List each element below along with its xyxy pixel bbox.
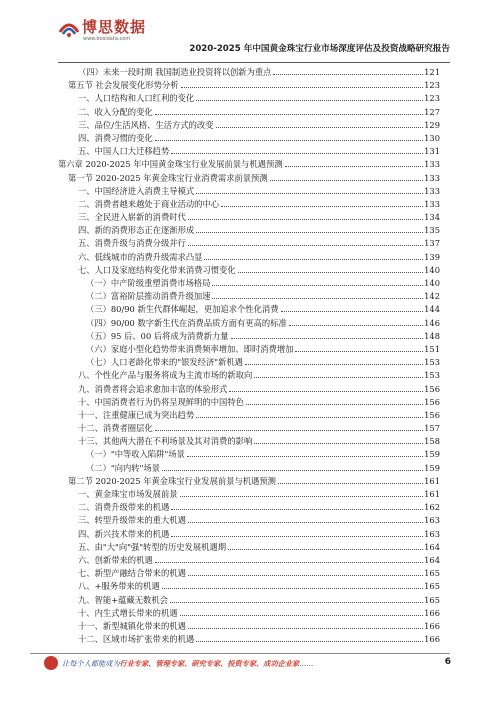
toc-entry[interactable] [58, 145, 440, 158]
toc-entry-page: 121 [424, 67, 440, 77]
toc-entry-title: 二、消费升级带来的机遇 [78, 502, 170, 513]
toc-entry-page: 133 [424, 198, 440, 209]
toc-entry[interactable] [58, 290, 440, 303]
toc-leader-dots [162, 588, 424, 589]
toc-entry-title: 七、新型产融结合带来的机遇 [78, 568, 186, 579]
toc-entry-page: 157 [424, 423, 440, 434]
toc-entry-title: 五、中国人口大迁移趋势 [78, 146, 170, 157]
toc-entry-title: （三）80/90 新生代群体崛起，更加追求个性化消费 [86, 304, 279, 315]
toc-entry-title: （二）"向内转"场景 [86, 462, 161, 473]
toc-entry-page: 156 [424, 396, 440, 407]
toc-leader-dots [155, 114, 423, 115]
toc-entry[interactable] [58, 198, 440, 211]
footer-lead: 让每个人都能成为 [62, 659, 120, 668]
toc-entry-title: （一）"中等收入陷阱"场景 [86, 449, 185, 460]
toc-entry-page: 158 [424, 436, 440, 447]
toc-leader-dots [254, 443, 423, 444]
toc-leader-dots [155, 562, 423, 563]
toc-entry-title: （二）富裕阶层推动消费升级加速 [86, 291, 211, 302]
toc-entry-page: 163 [424, 515, 440, 526]
toc-entry[interactable] [58, 541, 440, 554]
toc-entry-page: 165 [424, 581, 440, 592]
toc-entry-title: 一、中国经济进入消费主导模式 [78, 185, 195, 196]
toc-entry-title: 第五节 社会发展变化形势分析 [68, 80, 179, 91]
footer-logo-icon [44, 656, 58, 670]
toc-entry[interactable] [58, 448, 440, 461]
toc-entry-title: 九、智能+蕴藏无数机会 [78, 594, 168, 605]
toc-leader-dots [245, 364, 423, 365]
toc-leader-dots [180, 615, 424, 616]
toc-entry-title: 三、转型升级带来的重大机遇 [78, 515, 186, 526]
toc-entry-page: 144 [424, 304, 440, 315]
toc-leader-dots [254, 377, 423, 378]
toc-entry[interactable] [58, 66, 440, 79]
toc-entry-title: 十三、其他两大潜在不利场景及其对消费的影响 [78, 436, 253, 447]
toc-leader-dots [273, 74, 423, 75]
toc-entry[interactable] [58, 369, 440, 382]
toc-entry[interactable] [58, 409, 440, 422]
toc-entry-page: 163 [424, 528, 440, 539]
toc-leader-dots [204, 259, 423, 260]
toc-entry-title: 十一、注重健康已成为突出趋势 [78, 409, 195, 420]
toc-leader-dots [188, 522, 423, 523]
toc-entry-title: 第六章 2020-2025 年中国黄金珠宝行业发展前景与机遇预测 [58, 159, 283, 170]
toc-entry[interactable] [58, 435, 440, 448]
toc-leader-dots [221, 206, 423, 207]
toc-leader-dots [228, 549, 423, 550]
toc-entry-title: （七）人口老龄化带来的"银发经济"新机遇 [86, 357, 243, 368]
toc-entry-page: 161 [424, 489, 440, 499]
toc-leader-dots [187, 456, 423, 457]
toc-entry[interactable] [58, 158, 440, 171]
toc-entry-page: 165 [424, 568, 440, 579]
toc-entry-title: 四、新的消费形态正在逐渐形成 [78, 225, 195, 236]
toc-entry-title: 七、人口及家庭结构变化带来消费习惯变化 [78, 264, 236, 275]
logo-text: 博思数据 [82, 18, 147, 36]
toc-entry[interactable] [58, 501, 440, 514]
toc-entry[interactable] [58, 580, 440, 593]
toc-entry-title: 第二节 2020-2025 年黄金珠宝行业发展前景与机遇预测 [68, 475, 276, 486]
toc-entry-page: 162 [424, 502, 440, 513]
toc-entry[interactable] [58, 79, 440, 92]
toc-entry[interactable] [58, 119, 440, 132]
toc-leader-dots [188, 245, 423, 246]
toc-leader-dots [295, 351, 423, 352]
footer-roles: 行业专家、管理专家、研究专家、投资专家、成功企业家 [119, 659, 300, 668]
toc-entry[interactable] [58, 211, 440, 224]
toc-entry[interactable] [58, 92, 440, 105]
toc-leader-dots [238, 272, 424, 273]
toc-entry-title: （四）90/00 数字新生代在消费品质方面有更高的标准 [86, 317, 287, 328]
toc-entry-page: 123 [424, 80, 440, 91]
toc-entry-page: 165 [424, 594, 440, 605]
toc-entry[interactable] [58, 251, 440, 264]
footer-divider [30, 653, 450, 654]
toc-leader-dots [196, 232, 423, 233]
toc-entry[interactable] [58, 633, 440, 646]
toc-entry-page: 166 [424, 620, 440, 631]
toc-entry-page: 151 [424, 343, 440, 354]
toc-entry[interactable] [58, 488, 440, 501]
toc-entry[interactable] [58, 343, 440, 356]
toc-leader-dots [196, 417, 423, 418]
toc-entry-title: 五、由"大"向"强"转型的历史发展机遇期 [78, 541, 227, 552]
toc-leader-dots [171, 153, 423, 154]
toc-entry-title: 八、个性化产品与服务将成为主流市场的新取向 [78, 370, 253, 381]
toc-entry-title: 六、创新带来的机遇 [78, 554, 153, 565]
header-divider [58, 62, 450, 63]
toc-entry-page: 137 [424, 238, 440, 249]
toc-entry-page: 123 [424, 93, 440, 104]
toc-entry[interactable] [58, 594, 440, 607]
toc-leader-dots [216, 127, 424, 128]
toc-entry[interactable] [58, 620, 440, 633]
toc-entry-title: 十二、区域市场扩张带来的机遇 [78, 634, 195, 645]
toc-leader-dots [196, 193, 423, 194]
toc-entry-page: 130 [424, 132, 440, 143]
toc-leader-dots [278, 483, 423, 484]
toc-entry-title: 四、新兴技术带来的机遇 [78, 528, 170, 539]
toc-entry-title: （五）95 后、00 后将成为消费新力量 [86, 330, 229, 341]
toc-entry-page: 134 [424, 212, 440, 223]
toc-leader-dots [289, 325, 423, 326]
toc-leader-dots [212, 298, 423, 299]
toc-entry-page: 156 [424, 383, 440, 394]
toc-entry-page: 164 [424, 554, 440, 565]
toc-entry-page: 140 [424, 264, 440, 275]
toc-entry-page: 153 [424, 357, 440, 368]
toc-leader-dots [246, 404, 423, 405]
toc-entry-title: 三、全民进入崭新的消费时代 [78, 212, 186, 223]
toc-entry[interactable] [58, 132, 440, 145]
toc-entry[interactable] [58, 396, 440, 409]
toc-entry-title: 二、消费者越来越处于商业活动的中心 [78, 198, 220, 209]
toc-leader-dots [281, 311, 424, 312]
toc-entry-page: 166 [424, 607, 440, 618]
toc-entry-title: 五、消费升级与消费分级并行 [78, 238, 186, 249]
toc-leader-dots [180, 496, 424, 497]
toc-entry[interactable] [58, 106, 440, 119]
toc-entry-page: 133 [424, 185, 440, 196]
toc-entry-page: 135 [424, 225, 440, 236]
toc-entry-title: （六）家庭小型化趋势带来消费频率增加、即时消费增加 [86, 343, 294, 354]
toc-leader-dots [188, 628, 423, 629]
logo-url: www.bosidata.com [83, 36, 131, 42]
toc-leader-dots [171, 509, 423, 510]
toc-entry-title: 三、品位/生活风格、生活方式的改变 [78, 119, 214, 130]
toc-entry[interactable] [58, 277, 440, 290]
toc-entry[interactable] [58, 224, 440, 237]
toc-entry-title: 十二、消费者圈层化 [78, 423, 153, 434]
toc-entry-page: 140 [424, 278, 440, 288]
logo-icon [58, 16, 80, 38]
toc-entry[interactable] [58, 356, 440, 369]
toc-entry-page: 146 [424, 317, 440, 328]
toc-entry-title: 十、中国消费者行为仍将呈现鲜明的中国特色 [78, 396, 244, 407]
toc-entry[interactable] [58, 237, 440, 250]
toc-leader-dots [188, 219, 423, 220]
toc-entry[interactable] [58, 317, 440, 330]
toc-leader-dots [285, 166, 424, 167]
toc-entry-title: 九、消费者将会追求愈加丰富的体验形式 [78, 383, 228, 394]
toc-entry[interactable] [58, 607, 440, 620]
toc-entry-title: 十一、新型城镇化带来的机遇 [78, 620, 186, 631]
toc-entry-title: 八、+服务带来的机遇 [78, 581, 160, 592]
toc-entry-page: 131 [424, 146, 440, 157]
toc-entry-title: （一）中产阶级重塑消费市场格局 [86, 278, 211, 288]
toc-entry[interactable] [58, 383, 440, 396]
footer-slogan [62, 659, 314, 669]
footer-tail: …… [299, 659, 314, 668]
toc-entry-page: 127 [424, 106, 440, 117]
toc-entry-page: 164 [424, 541, 440, 552]
page-number: 6 [444, 657, 451, 667]
toc-entry-page: 166 [424, 634, 440, 645]
toc-entry[interactable] [58, 567, 440, 580]
toc-leader-dots [229, 391, 423, 392]
toc-leader-dots [196, 100, 423, 101]
toc-entry-title: 四、消费习惯的变化 [78, 132, 153, 143]
toc-leader-dots [188, 575, 423, 576]
toc-entry[interactable] [58, 475, 440, 488]
toc-entry-page: 129 [424, 119, 440, 130]
toc-entry-title: 二、收入分配的变化 [78, 106, 153, 117]
toc-entry-title: 一、黄金珠宝市场发展前景 [78, 489, 178, 499]
toc-entry[interactable] [58, 514, 440, 527]
toc-leader-dots [170, 602, 423, 603]
toc-entry-page: 148 [424, 330, 440, 341]
toc-leader-dots [270, 180, 424, 181]
toc-entry-page: 153 [424, 370, 440, 381]
toc-leader-dots [181, 87, 424, 88]
toc-entry[interactable] [58, 185, 440, 198]
toc-entry-page: 133 [424, 172, 440, 183]
toc-entry-page: 139 [424, 251, 440, 262]
toc-entry-title: 十、内生式增长带来的机遇 [78, 607, 178, 618]
toc-leader-dots [155, 140, 423, 141]
toc-entry-page: 133 [424, 159, 440, 170]
toc-entry[interactable] [58, 422, 440, 435]
toc-leader-dots [162, 470, 423, 471]
toc-entry-title: （四）未来一段时期 我国制造业投资将以创新为重点 [78, 67, 272, 77]
toc-leader-dots [231, 338, 424, 339]
toc-entry[interactable] [58, 264, 440, 277]
toc-entry[interactable] [58, 528, 440, 541]
toc-entry-title: 一、人口结构和人口红利的变化 [78, 93, 195, 104]
toc-entry-title: 第一节 2020-2025 年黄金珠宝行业消费需求前景预测 [68, 172, 268, 183]
page-header [58, 14, 450, 62]
toc-entry-title: 六、低线城市的消费升级需求凸显 [78, 251, 203, 262]
toc-entry-page: 159 [424, 449, 440, 460]
table-of-contents [58, 66, 440, 646]
toc-entry-page: 142 [424, 291, 440, 302]
report-title: 2020-2025 年中国黄金珠宝行业市场深度评估及投资战略研究报告 [189, 44, 450, 54]
toc-leader-dots [212, 285, 423, 286]
toc-leader-dots [171, 536, 423, 537]
toc-entry-page: 159 [424, 462, 440, 473]
toc-leader-dots [196, 641, 423, 642]
toc-entry[interactable] [58, 330, 440, 343]
toc-entry[interactable] [58, 303, 440, 316]
toc-entry-page: 161 [424, 475, 440, 486]
toc-entry[interactable] [58, 462, 440, 475]
toc-entry[interactable] [58, 172, 440, 185]
toc-leader-dots [155, 430, 423, 431]
toc-entry-page: 156 [424, 409, 440, 420]
toc-entry[interactable] [58, 554, 440, 567]
